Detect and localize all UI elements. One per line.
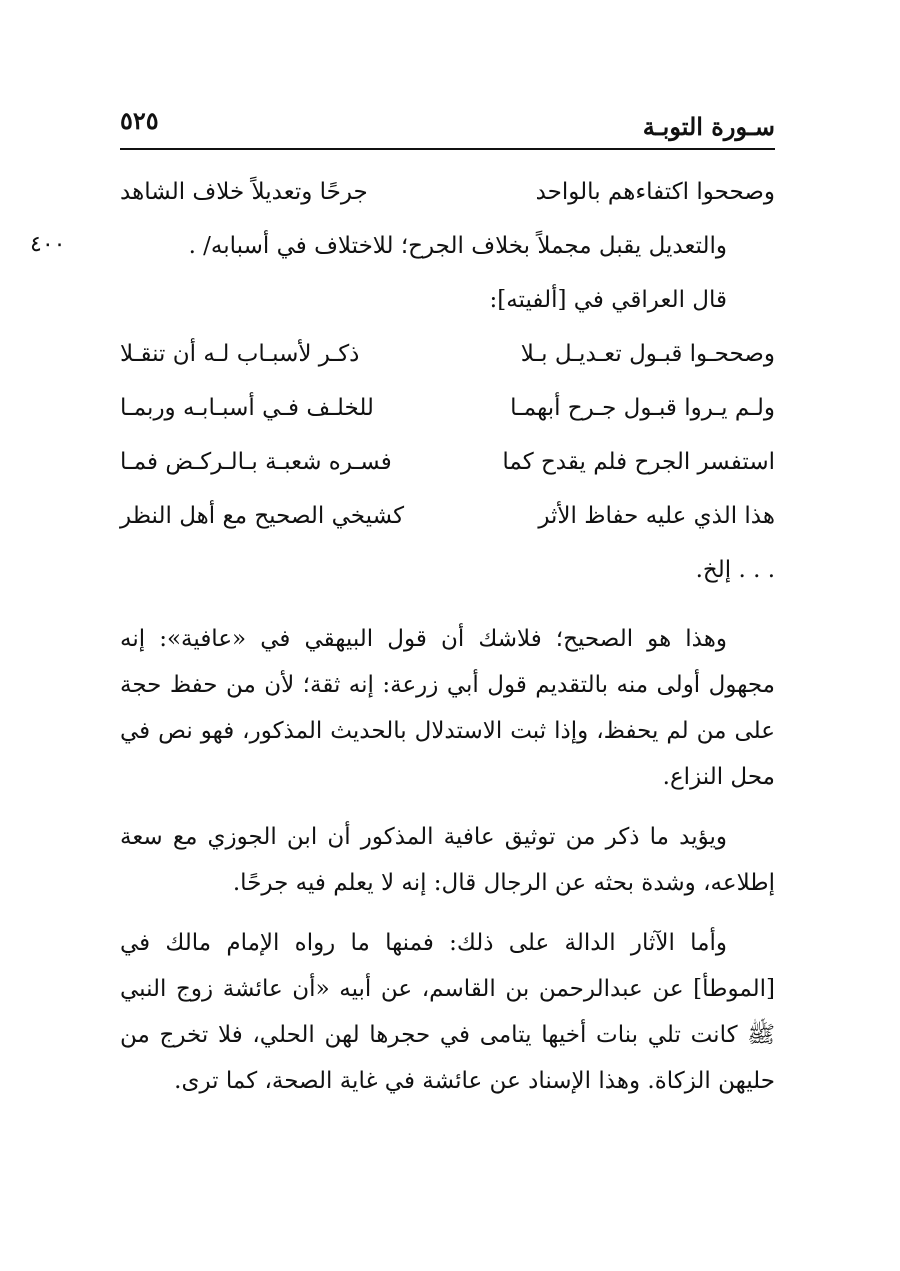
verse-line [120,494,775,548]
verse-first-hemistich: وصححوا اكتفاءهم بالواحد [535,179,775,205]
paragraph: وهذا هو الصحيح؛ فلاشك أن قول البيهقي في «عافية»: إنه مجهول أولى منه بالتقديم قول أبي زرعة: إنه ثقة؛ لأن من حفظ حجة على من لم يحفظ، وإذا ثبت الاستدلال بالحديث المذكور، فهو نص في محل النزاع. [120,626,775,790]
verse-first-hemistich: ولـم يـروا قبـول جـرح أبهمـا [510,395,775,421]
verse-second-hemistich: كشيخي الصحيح مع أهل النظر [120,503,405,529]
page-header [120,104,775,150]
body-paragraphs [120,616,775,1104]
verse-second-hemistich: جرحًا وتعديلاً خلاف الشاهد [120,179,368,205]
header-rule [120,148,775,150]
paragraph: وأما الآثار الدالة على ذلك: فمنها ما رواه الإمام مالك في [الموطأ] عن عبدالرحمن بن القاسم، عن أبيه «أن عائشة زوج النبي ﷺ كانت تلي بنات أخيها يتامى في حجرها لهن الحلي، فلا تخرج من حليهن الزكاة. وهذا الإسناد عن عائشة في غاية الصحة، كما ترى. [120,930,775,1094]
page-body [120,170,775,1118]
verse-second-hemistich: ذكـر لأسبـاب لـه أن تنقـلا [120,341,360,367]
text-line: قال العراقي في [ألفيته]: [489,287,727,313]
verse-second-hemistich: للخلـف فـي أسبـابـه وربمـا [120,395,374,421]
paragraph: ويؤيد ما ذكر من توثيق عافية المذكور أن ابن الجوزي مع سعة إطلاعه، وشدة بحثه عن الرجال قال: إنه لا يعلم فيه جرحًا. [120,824,775,896]
verse-line [120,170,775,224]
verse-second-hemistich: فسـره شعبـة بـالـركـض فمـا [120,449,392,475]
verse-first-hemistich: وصححـوا قبـول تعـديـل بـلا [520,341,775,367]
text-line: . . . إلخ. [695,557,775,583]
page-number: ٥٢٥ [120,106,159,135]
verse-line [120,440,775,494]
surah-title: سـورة التوبـة [642,112,775,141]
verse-line [120,386,775,440]
text-line: والتعديل يقبل مجملاً بخلاف الجرح؛ للاختلاف في أسبابه/ . [188,233,727,259]
margin-page-reference: ٤٠٠ [30,232,66,257]
verse-line [120,332,775,386]
verse-first-hemistich: استفسر الجرح فلم يقدح كما [502,449,775,475]
verse-first-hemistich: هذا الذي عليه حفاظ الأثر [538,503,775,529]
